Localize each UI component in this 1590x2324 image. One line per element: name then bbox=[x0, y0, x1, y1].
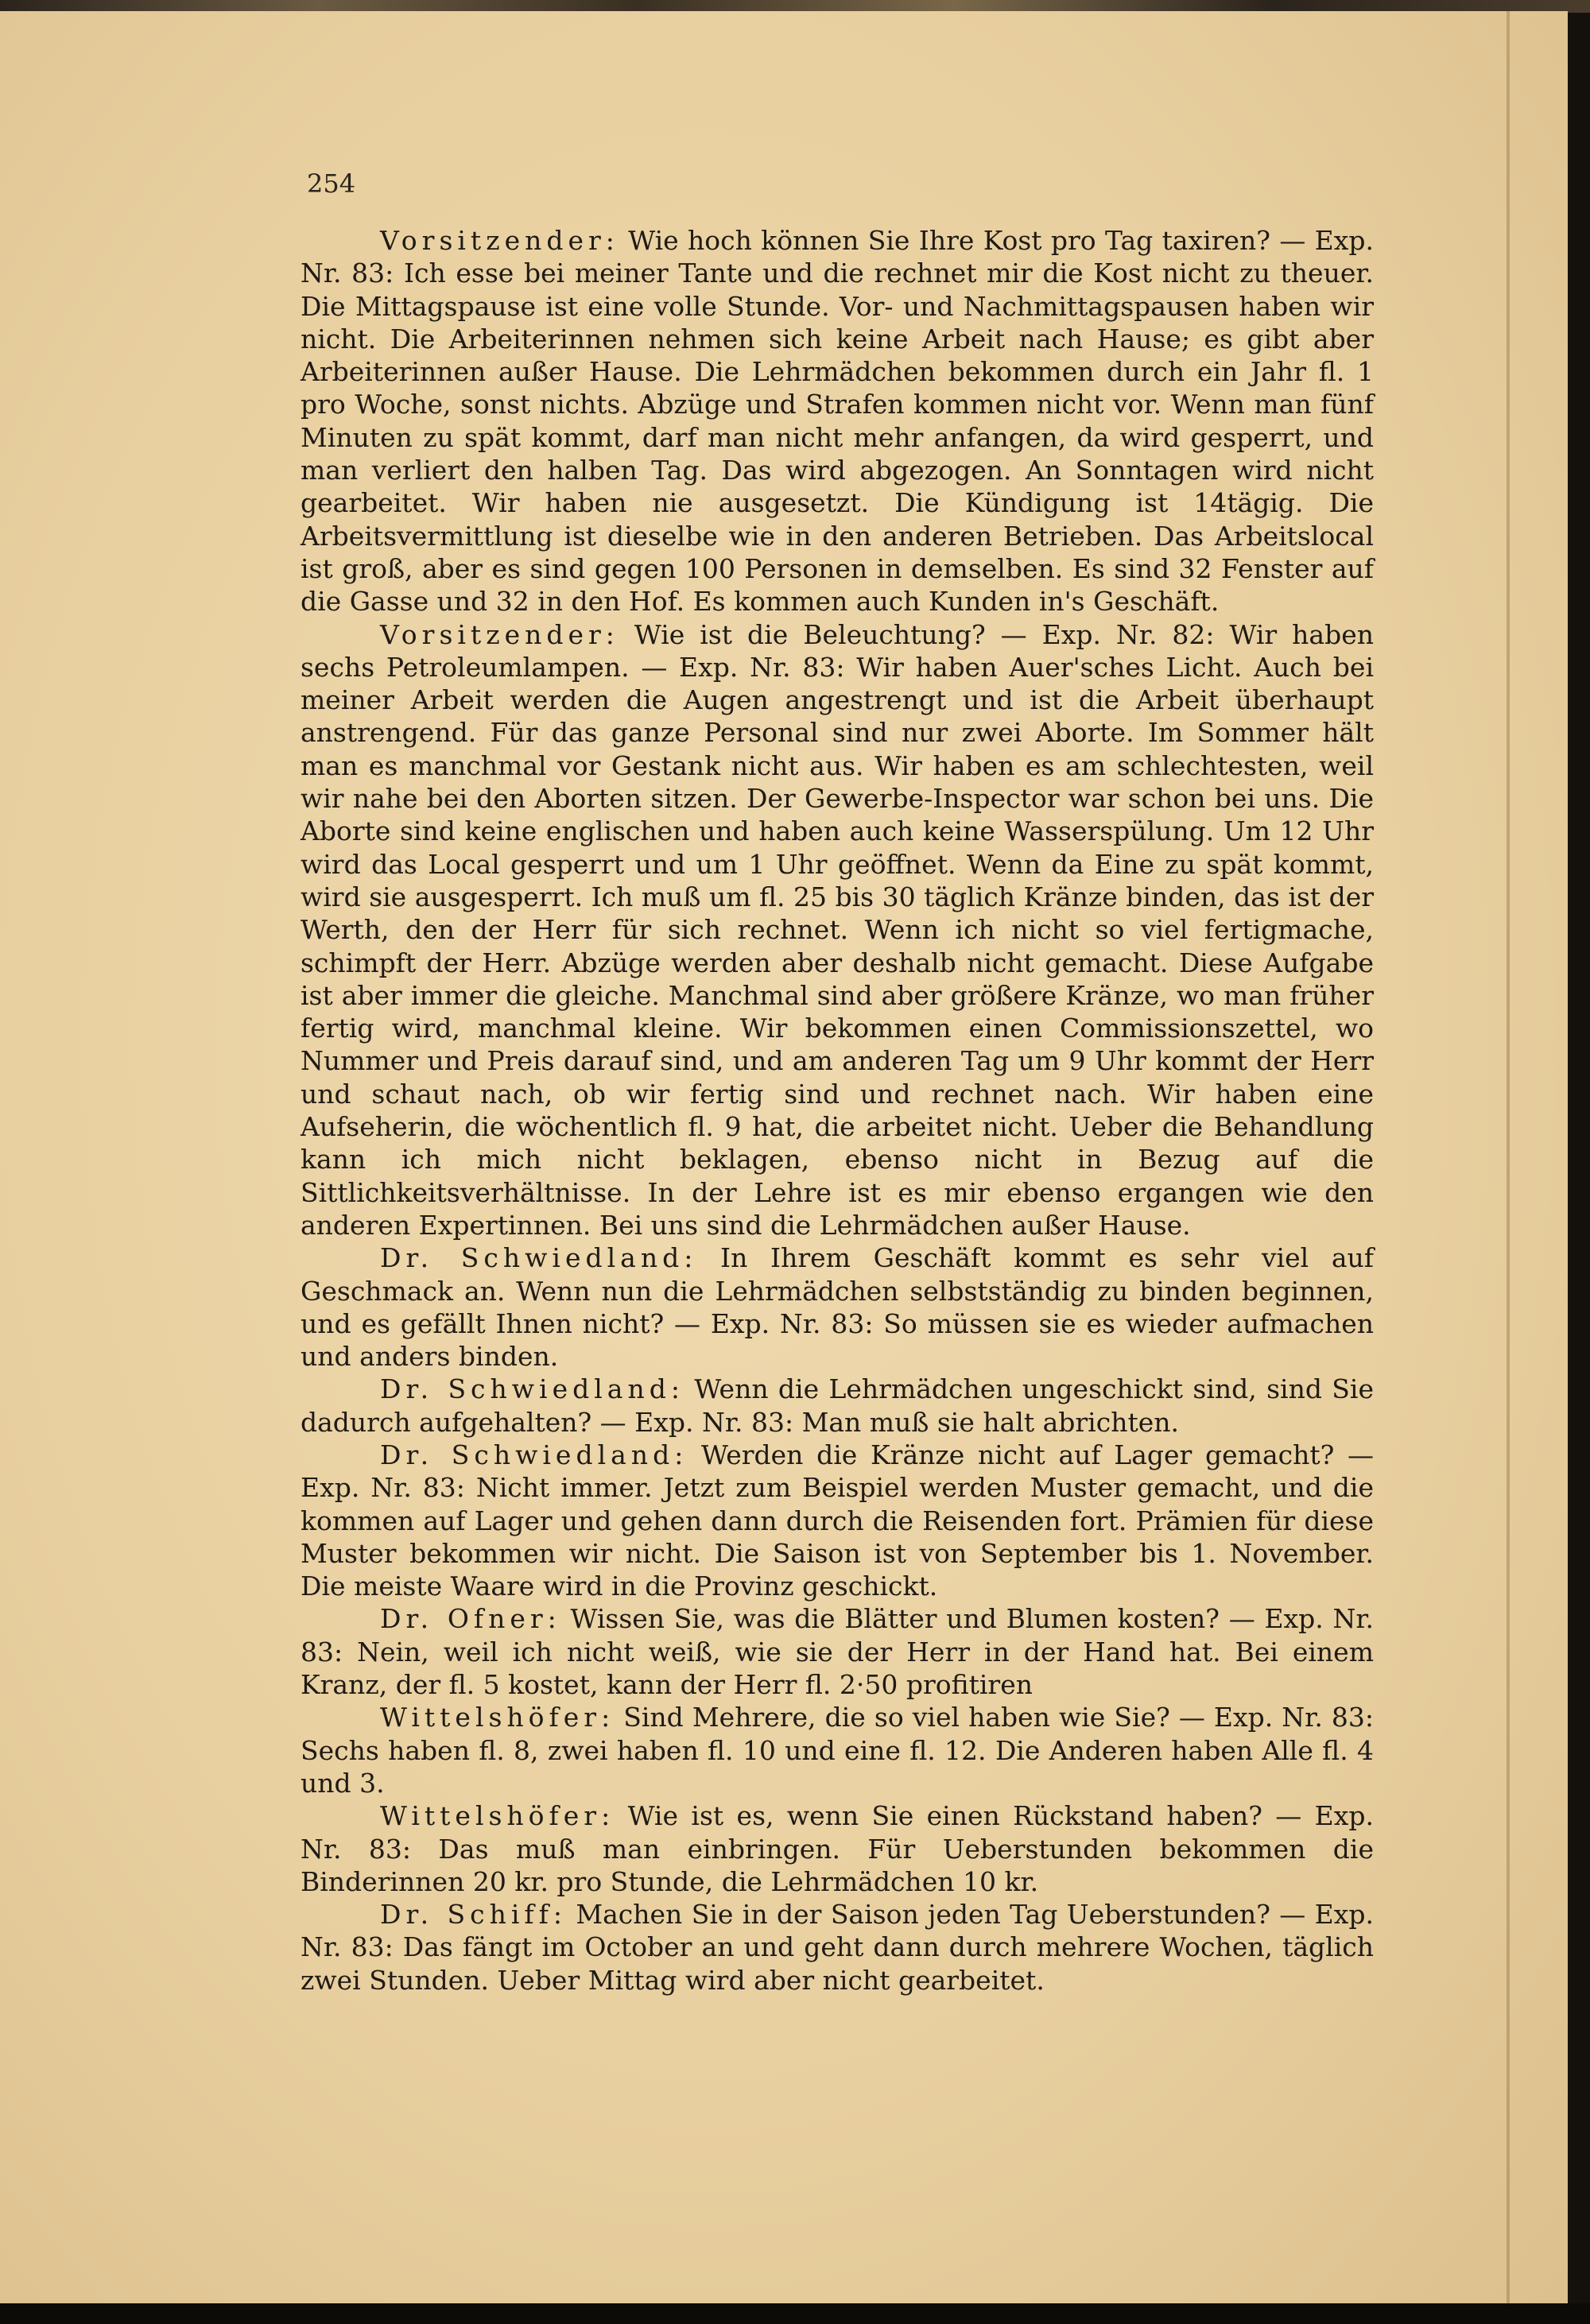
paragraph bbox=[301, 1602, 1374, 1701]
paragraph-text: Wie hoch können Sie Ihre Kost pro Tag taxiren? — Exp. Nr. 83: Ich esse bei meiner Tante und die rechnet mir die Kost nicht zu theuer. Die Mittagspause ist eine volle Stunde. Vor- und Nachmittagspausen haben wir nicht. Die Arbeiterinnen nehmen sich keine Arbeit nach Hause; es gibt aber Arbeiterinnen außer Hause. Die Lehrmädchen bekommen durch ein Jahr fl. 1 pro Woche, sonst nichts. Abzüge und Strafen kommen nicht vor. Wenn man fünf Minuten zu spät kommt, darf man nicht mehr anfangen, da wird gesperrt, und man verliert den halben Tag. Das wird abgezogen. An Sonntagen wird nicht gearbeitet. Wir haben nie ausgesetzt. Die Kündigung ist 14tägig. Die Arbeitsvermittlung ist dieselbe wie in den anderen Betrieben. Das Arbeitslocal ist groß, aber es sind gegen 100 Personen in demselben. Es sind 32 Fenster auf die Gasse und 32 in den Hof. Es kommen auch Kunden in's Geschäft. bbox=[301, 225, 1374, 618]
paragraph bbox=[301, 1799, 1374, 1898]
speaker-name: Wittelshöfer: bbox=[380, 1800, 615, 1832]
paragraph bbox=[301, 618, 1374, 1242]
paragraph-text: Wenn die Lehrmädchen ungeschickt sind, sind Sie dadurch aufgehalten? — Exp. Nr. 83: Man muß sie halt abrichten. bbox=[301, 1373, 1374, 1438]
paragraph bbox=[301, 1701, 1374, 1799]
paragraph-text: Machen Sie in der Saison jeden Tag Ueberstunden? — Exp. Nr. 83: Das fängt im October an und geht dann durch mehrere Wochen, täglich zwei Stunden. Ueber Mittag wird aber nicht gearbeitet. bbox=[301, 1899, 1374, 1996]
speaker-name: Dr. Schiff: bbox=[380, 1899, 567, 1931]
speaker-name: Dr. Schwiedland: bbox=[380, 1242, 698, 1274]
page-gutter-line bbox=[1507, 11, 1510, 2308]
paragraph-text: Wie ist die Beleuchtung? — Exp. Nr. 82: Wir haben sechs Petroleumlampen. — Exp. Nr. 83: Wir haben Auer'sches Licht. Auch bei meiner Arbeit werden die Augen angestrengt und ist die Arbeit überhaupt anstrengend. Für das ganze Personal sind nur zwei Aborte. Im Sommer hält man es manchmal vor Gestank nicht aus. Wir haben es am schlechtesten, weil wir nahe bei den Aborten sitzen. Der Gewerbe-Inspector war schon bei uns. Die Aborte sind keine englischen und haben auch keine Wasserspülung. Um 12 Uhr wird das Local gesperrt und um 1 Uhr geöffnet. Wenn da Eine zu spät kommt, wird sie ausgesperrt. Ich muß um fl. 25 bis 30 täglich Kränze binden, das ist der Werth, den der Herr für sich rechnet. Wenn ich nicht so viel fertigmache, schimpft der Herr. Abzüge werden aber deshalb nicht gemacht. Diese Aufgabe ist aber immer die gleiche. Manchmal sind aber größere Kränze, wo man früher fertig wird, manchmal kleine. Wir bekommen einen Commissionszettel, wo Nummer und Preis darauf sind, und am anderen Tag um 9 Uhr kommt der Herr und schaut nach, ob wir fertig sind und rechnet nach. Wir haben eine Aufseherin, die wöchentlich fl. 9 hat, die arbeitet nicht. Ueber die Behandlung kann ich mich nicht beklagen, ebenso nicht in Bezug auf die Sittlichkeitsverhältnisse. In der Lehre ist es mir ebenso ergangen wie den anderen Expertinnen. Bei uns sind die Lehrmädchen außer Hause. bbox=[301, 618, 1374, 1241]
paragraph-text: Sind Mehrere, die so viel haben wie Sie? — Exp. Nr. 83: Sechs haben fl. 8, zwei haben fl. 10 und eine fl. 12. Die Anderen haben Alle fl. 4 und 3. bbox=[301, 1702, 1374, 1799]
speaker-name: Dr. Ofner: bbox=[380, 1603, 561, 1635]
paragraph bbox=[301, 224, 1374, 618]
paragraph-text: Wissen Sie, was die Blätter und Blumen kosten? — Exp. Nr. 83: Nein, weil ich nicht weiß, wie sie der Herr in der Hand hat. Bei einem Kranz, der fl. 5 kostet, kann der Herr fl. 2·50 profitiren bbox=[301, 1603, 1374, 1701]
speaker-name: Vorsitzender: bbox=[380, 225, 619, 256]
paragraph-text: Wie ist es, wenn Sie einen Rückstand haben? — Exp. Nr. 83: Das muß man einbringen. Für Ueberstunden bekommen die Binderinnen 20 kr. pro Stunde, die Lehrmädchen 10 kr. bbox=[301, 1800, 1374, 1897]
speaker-name: Vorsitzender: bbox=[380, 618, 619, 650]
speaker-name: Dr. Schwiedland: bbox=[380, 1439, 688, 1470]
paragraph bbox=[301, 1241, 1374, 1373]
page-number: 254 bbox=[307, 168, 356, 199]
paragraph-text: In Ihrem Geschäft kommt es sehr viel auf Geschmack an. Wenn nun die Lehrmädchen selbstständig zu binden beginnen, und es gefällt Ihnen nicht? — Exp. Nr. 83: So müssen sie es wieder aufmachen und anders binden. bbox=[301, 1242, 1374, 1373]
paragraph bbox=[301, 1898, 1374, 1997]
paragraph bbox=[301, 1373, 1374, 1439]
paragraph bbox=[301, 1439, 1374, 1602]
scan-bottom-border bbox=[0, 2303, 1590, 2324]
speaker-name: Wittelshöfer: bbox=[380, 1702, 615, 1733]
paragraphs bbox=[301, 224, 1374, 1997]
paragraph-text: Werden die Kränze nicht auf Lager gemacht? — Exp. Nr. 83: Nicht immer. Jetzt zum Beispiel werden Muster gemacht, und die kommen auf Lager und gehen dann durch die Reisenden fort. Prämien für diese Muster bekommen wir nicht. Die Saison ist von September bis 1. November. Die meiste Waare wird in die Provinz geschickt. bbox=[301, 1439, 1375, 1602]
speaker-name: Dr. Schwiedland: bbox=[380, 1373, 684, 1405]
